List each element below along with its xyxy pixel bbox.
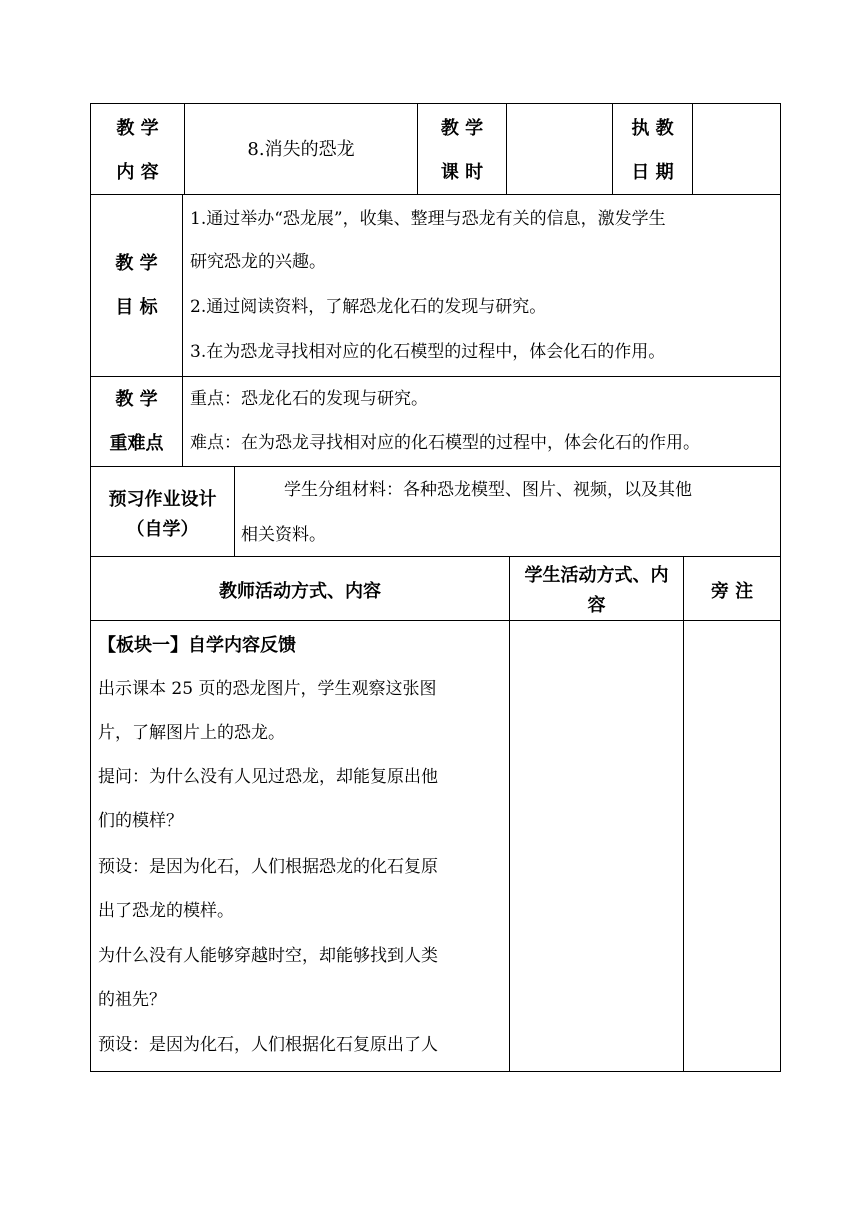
goal-line-4: 3.在为恐龙寻找相对应的化石模型的过程中，体会化石的作用。 [190, 342, 666, 362]
preview-label-line1: 预习作业设计 [108, 489, 217, 510]
activity-line-8: 的祖先？ [98, 990, 166, 1010]
goals-label-line1: 教 学 [115, 253, 158, 274]
teacher-activity-header: 教师活动方式、内容 [219, 581, 381, 602]
header-col-5 [692, 103, 693, 195]
header-col-3 [506, 103, 507, 195]
table-border-right [780, 103, 781, 1072]
activity-line-7: 为什么没有人能够穿越时空，却能够找到人类 [98, 946, 438, 966]
activity-line-5: 预设：是因为化石，人们根据恐龙的化石复原 [98, 857, 438, 877]
difficulty-text: 难点：在为恐龙寻找相对应的化石模型的过程中，体会化石的作用。 [190, 433, 700, 453]
period-label-line2: 课 时 [440, 162, 484, 183]
row-divider-keypoints [90, 466, 781, 467]
activity-col-2 [683, 556, 684, 1072]
date-label-line2: 日 期 [631, 162, 674, 183]
student-activity-header-line2: 容 [587, 595, 606, 616]
notes-header: 旁 注 [710, 581, 754, 602]
section-title: 【板块一】自学内容反馈 [98, 635, 296, 656]
goals-label-line2: 目 标 [115, 297, 158, 318]
keypoints-label-line1: 教 学 [115, 389, 158, 410]
student-activity-header-line1: 学生活动方式、内 [524, 565, 669, 586]
keypoints-label-line2: 重难点 [109, 433, 164, 454]
date-label-line1: 执 教 [631, 118, 674, 139]
activity-col-1 [509, 556, 510, 1072]
activity-line-2: 片，了解图片上的恐龙。 [98, 723, 285, 743]
activity-line-1: 出示课本 25 页的恐龙图片，学生观察这张图 [98, 679, 437, 699]
content-label-line2: 内 容 [116, 162, 159, 183]
period-label-line1: 教 学 [440, 118, 484, 139]
preview-line-1: 学生分组材料：各种恐龙模型、图片、视频，以及其他 [284, 480, 692, 500]
goal-line-2: 研究恐龙的兴趣。 [190, 252, 326, 272]
focus-text: 重点：恐龙化石的发现与研究。 [190, 389, 428, 409]
activity-line-6: 出了恐龙的模样。 [98, 901, 234, 921]
activity-line-3: 提问：为什么没有人见过恐龙，却能复原出他 [98, 767, 438, 787]
goal-line-3: 2.通过阅读资料，了解恐龙化石的发现与研究。 [190, 297, 547, 317]
table-border-bottom [90, 1071, 781, 1072]
row-divider-goals [90, 376, 781, 377]
activity-line-9: 预设：是因为化石，人们根据化石复原出了人 [98, 1035, 438, 1055]
preview-col [234, 466, 235, 557]
lesson-title: 8.消失的恐龙 [247, 139, 355, 160]
goals-col [182, 194, 183, 467]
preview-label-line2: （自学） [126, 519, 199, 540]
activity-line-4: 们的模样？ [98, 811, 183, 831]
content-label-line1: 教 学 [116, 118, 159, 139]
goal-line-1: 1.通过举办“恐龙展”，收集、整理与恐龙有关的信息，激发学生 [190, 209, 666, 229]
preview-line-2: 相关资料。 [241, 525, 326, 545]
table-border-top [90, 103, 781, 104]
